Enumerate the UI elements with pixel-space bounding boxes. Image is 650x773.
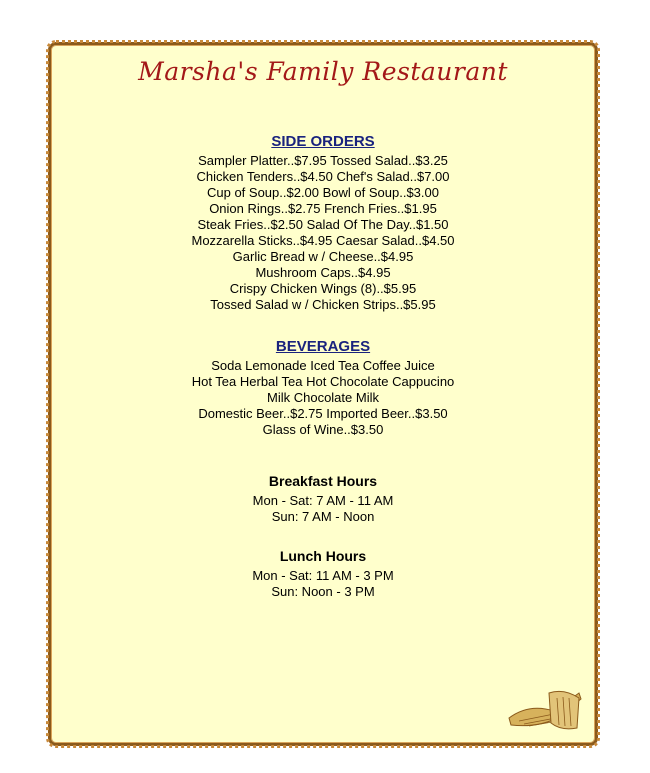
side-orders-section xyxy=(51,133,595,313)
beverage-line: Domestic Beer..$2.75 Imported Beer..$3.50 xyxy=(198,406,448,421)
menu-card xyxy=(48,42,598,746)
beverages-heading: BEVERAGES xyxy=(275,338,371,355)
side-order-line: Garlic Bread w / Cheese..$4.95 xyxy=(232,249,414,264)
side-orders-heading: SIDE ORDERS xyxy=(271,133,375,150)
beverages-section xyxy=(51,338,595,438)
side-order-line: Cup of Soup..$2.00 Bowl of Soup..$3.00 xyxy=(206,185,439,200)
beverage-line: Soda Lemonade Iced Tea Coffee Juice xyxy=(211,358,435,373)
side-order-line: Mozzarella Sticks..$4.95 Caesar Salad..$4.50 xyxy=(191,233,455,248)
breakfast-hours-line: Sun: 7 AM - Noon xyxy=(271,509,375,524)
side-order-line: Onion Rings..$2.75 French Fries..$1.95 xyxy=(209,201,437,216)
side-order-line: Mushroom Caps..$4.95 xyxy=(255,265,391,280)
breakfast-hours-line: Mon - Sat: 7 AM - 11 AM xyxy=(252,493,394,508)
breakfast-hours-section xyxy=(51,473,595,525)
beverage-line: Hot Tea Herbal Tea Hot Chocolate Cappucino xyxy=(191,374,455,389)
lunch-hours-line: Sun: Noon - 3 PM xyxy=(271,584,375,599)
breakfast-hours-heading: Breakfast Hours xyxy=(268,473,378,489)
tassel-icon xyxy=(499,673,589,733)
lunch-hours-line: Mon - Sat: 11 AM - 3 PM xyxy=(252,568,394,583)
side-order-line: Crispy Chicken Wings (8)..$5.95 xyxy=(229,281,417,296)
side-order-line: Tossed Salad w / Chicken Strips..$5.95 xyxy=(210,297,436,312)
side-order-line: Chicken Tenders..$4.50 Chef's Salad..$7.00 xyxy=(196,169,450,184)
lunch-hours-heading: Lunch Hours xyxy=(279,548,367,564)
side-order-line: Steak Fries..$2.50 Salad Of The Day..$1.50 xyxy=(197,217,449,232)
side-order-line: Sampler Platter..$7.95 Tossed Salad..$3.25 xyxy=(198,153,448,168)
beverage-line: Glass of Wine..$3.50 xyxy=(262,422,384,437)
beverage-line: Milk Chocolate Milk xyxy=(267,390,379,405)
lunch-hours-section xyxy=(51,548,595,600)
restaurant-title: Marsha's Family Restaurant xyxy=(138,57,508,86)
